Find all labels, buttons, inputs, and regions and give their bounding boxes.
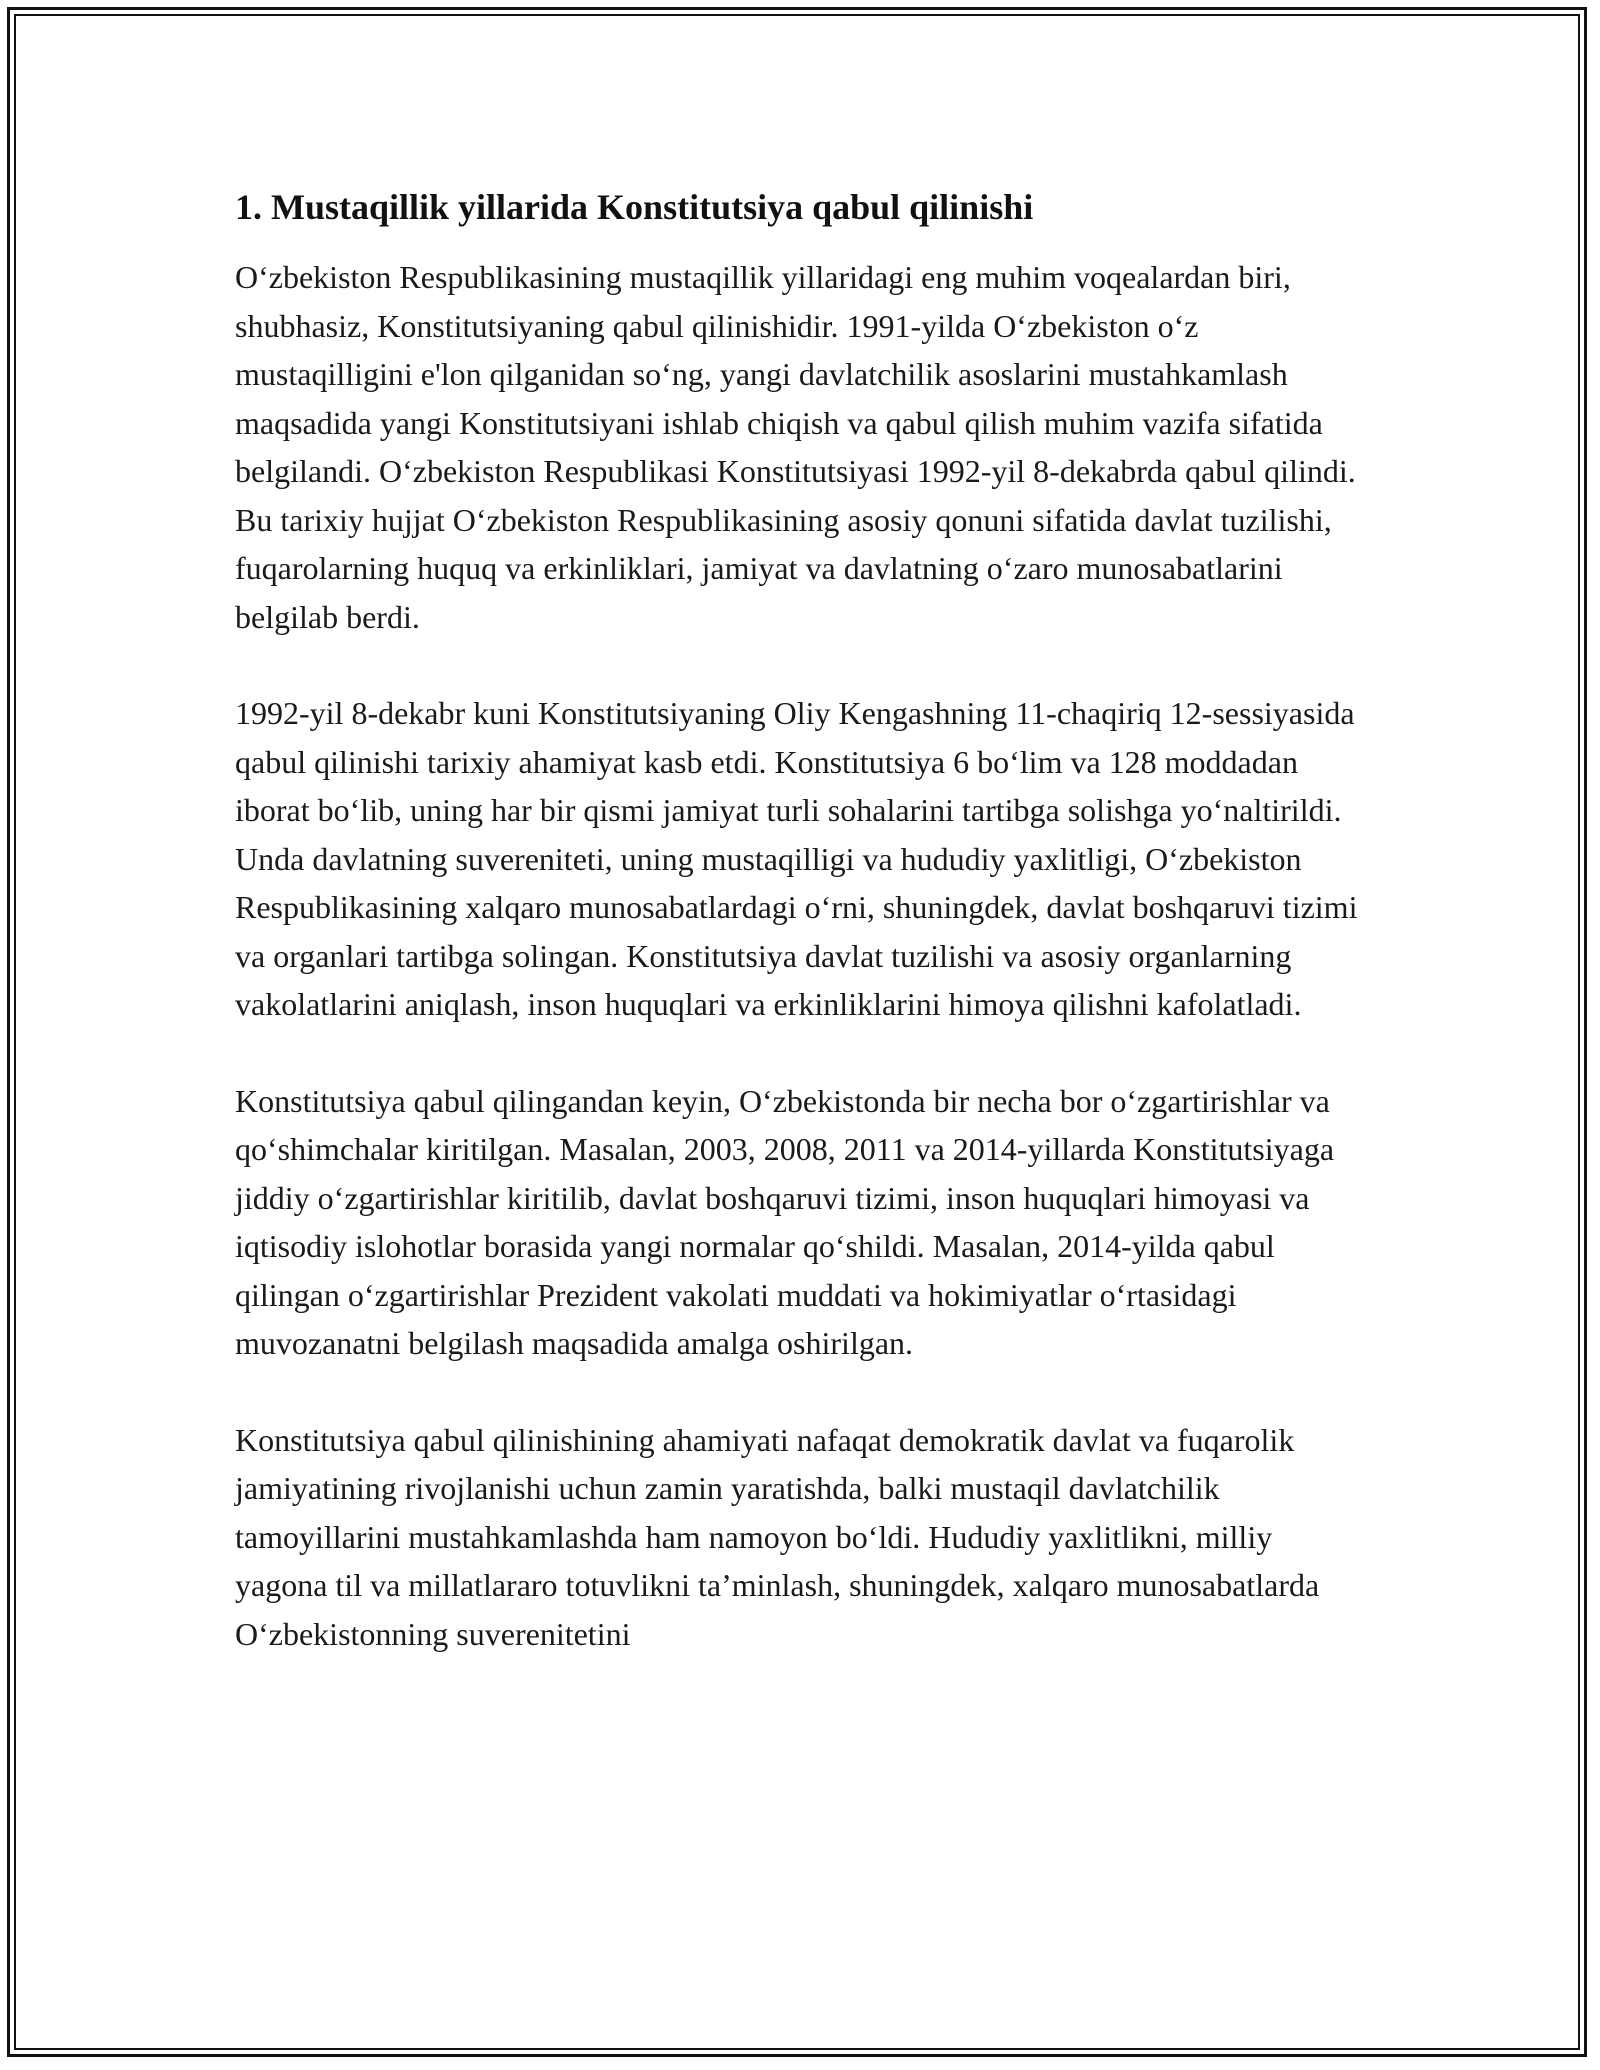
paragraph-1: O‘zbekiston Respublikasining mustaqillik yillaridagi eng muhim voqealardan biri, shubhasiz, Konstitutsiyaning qabul qilinishidir. 1991-yilda O‘zbekiston o‘z mustaqilligini e'lon qilganidan so‘ng, yangi davlatchilik asoslarini mustahkamlash maqsadida yangi Konstitutsiyani ishlab chiqish va qabul qilish muhim vazifa sifatida belgilandi. O‘zbekiston Respublikasi Konstitutsiyasi 1992-yil 8-dekabrda qabul qilindi. Bu tarixiy hujjat O‘zbekiston Respublikasining asosiy qonuni sifatida davlat tuzilishi, fuqarolarning huquq va erkinliklari, jamiyat va davlatning o‘zaro munosabatlarini belgilab berdi. [235, 259, 1356, 635]
document-body [235, 186, 1365, 1706]
paragraph-4: Konstitutsiya qabul qilinishining ahamiyati nafaqat demokratik davlat va fuqarolik jamiyatining rivojlanishi uchun zamin yaratishda, balki mustaqil davlatchilik tamoyillarini mustahkamlashda ham namoyon bo‘ldi. Hududiy yaxlitlikni, milliy yagona til va millatlararo totuvlikni ta’minlash, shuningdek, xalqaro munosabatlarda O‘zbekistonning suverenitetini [235, 1421, 1320, 1652]
paragraph-3: Konstitutsiya qabul qilingandan keyin, O‘zbekistonda bir necha bor o‘zgartirishlar va qo‘shimchalar kiritilgan. Masalan, 2003, 2008, 2011 va 2014-yillarda Konstitutsiyaga jiddiy o‘zgartirishlar kiritilib, davlat boshqaruvi tizimi, inson huquqlari himoyasi va iqtisodiy islohotlar borasida yangi normalar qo‘shildi. Masalan, 2014-yilda qabul qilingan o‘zgartirishlar Prezident vakolati muddati va hokimiyatlar o‘rtasidagi muvozanatni belgilash maqsadida amalga oshirilgan. [235, 1082, 1335, 1362]
section-heading: 1. Mustaqillik yillarida Konstitutsiya qabul qilinishi [235, 187, 1034, 227]
paragraph-2: 1992-yil 8-dekabr kuni Konstitutsiyaning Oliy Kengashning 11-chaqiriq 12-sessiyasida qabul qilinishi tarixiy ahamiyat kasb etdi. Konstitutsiya 6 bo‘lim va 128 moddadan iborat bo‘lib, uning har bir qismi jamiyat turli sohalarini tartibga solishga yo‘naltirildi. Unda davlatning suvereniteti, uning mustaqilligi va hududiy yaxlitligi, O‘zbekiston Respublikasining xalqaro munosabatlardagi o‘rni, shuningdek, davlat boshqaruvi tizimi va organlari tartibga solingan. Konstitutsiya davlat tuzilishi va asosiy organlarning vakolatlarini aniqlash, inson huquqlari va erkinliklarini himoya qilishni kafolatladi. [235, 695, 1358, 1023]
